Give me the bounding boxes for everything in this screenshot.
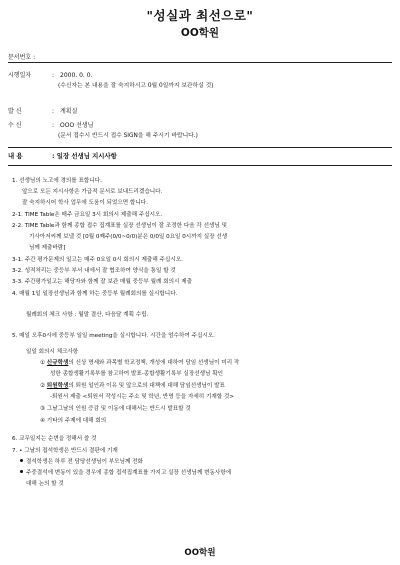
item-4: 4. 매월 1일 일장선생님과 함께 하는 중등부 월례회의를 실시합니다.	[12, 291, 178, 297]
receiver-row: 수 신 : OOO 선생님	[8, 122, 94, 129]
receiver-label: 수 신	[8, 122, 22, 129]
item-6: 6. 교무일지는 순번을 정해서 쓸 것	[12, 436, 97, 442]
item-4-check: 월례회의 체크 사항 : 월말 결산, 다음달 계획 수립.	[26, 312, 149, 318]
item-7-sub-2: 주중결석에 변동이 있을 경우에 종합 접석집계표를 가지고 실장 선생님께 변동사항에	[20, 470, 231, 477]
school-name-header: OO학원	[180, 27, 220, 39]
item-3-1: 3-1. 주간 평가문제의 일고는 매주 0요일 0시 회의시 제출해 주십시오.	[12, 257, 183, 263]
check-item-2-line-2: -퇴원서 제출 <퇴원서 작성시는 주소 및 학년, 반명 등을 자세히 기재할 것>	[50, 394, 235, 400]
item-2-2: 2-2. TIME Table과 함께 종합 접수 집계표를 실장 선생님이 잘 조정한 다음 각 선생님 및	[12, 223, 227, 229]
item-1-line: 1. 선생님의 노고에 경의를 표합니다.	[12, 178, 102, 184]
item-1-line-3: 잘 숙지하시어 학사 업무에 도움이 되었으면 합니다.	[22, 200, 148, 206]
item-5-check-title: 일일 회의시 체크사항	[26, 349, 79, 355]
check-item-1-text: 의 신상 명세와 과목별 학교정책, 개성에 대하여 담임 선생님이 미리 작	[68, 360, 240, 366]
item-2-2-line-3: 님께 제출바람]	[29, 245, 66, 251]
check-number-1: ①	[40, 360, 46, 366]
check-item-3-text: 그날그날의 인원 증감 및 이동에 대해서는 반드시 발표할 것	[46, 406, 191, 412]
item-7-sub-2-line-2: 대해 논의 할 것	[26, 481, 64, 487]
date-value: 2000. 0. 0.	[60, 72, 93, 79]
date-row: 시행일자 : 2000. 0. 0.	[8, 72, 93, 79]
item-2-2-line-2: 기사아저씨께 보낼 것 [0월 0째주(0/0~0/0)분은 0/0일 0요일 0시까지 실장 선생	[29, 234, 228, 240]
receiver-value: OOO 선생님	[60, 122, 94, 129]
bullet-icon	[20, 470, 23, 473]
withdrawn-student-term: 퇴원학생	[46, 383, 69, 389]
check-item-2	[40, 383, 225, 390]
check-number-2: ②	[40, 383, 46, 389]
doc-number-label: 문서번호 :	[8, 54, 36, 61]
subject-label: 내 용	[8, 152, 23, 160]
item-7: 7. • 그날의 접석학생은 반드시 결판에 기재	[12, 448, 118, 454]
subject-row	[8, 152, 117, 160]
sender-label: 발 신	[8, 108, 22, 115]
check-item-4-text: 기타의 주제에 대해 회의	[46, 418, 107, 424]
bullet-icon	[20, 459, 23, 462]
sender-row: 발 신 : 계획실	[8, 108, 78, 115]
subject-value: : 일장 선생님 지시사항	[52, 152, 117, 160]
item-1-line-2: 앞으로 모든 지시사항은 가급적 문서로 보내드리겠습니다.	[22, 189, 163, 195]
check-number-3: ③	[40, 406, 46, 412]
item-5: 5. 매일 오후0시에 중등부 일일 meeting을 실시합니다. 시간을 엄수하여 주십시오.	[12, 333, 215, 339]
date-label: 시행일자	[8, 72, 32, 79]
check-item-1	[40, 360, 239, 367]
motto-title: "성실과 최선으로"	[146, 8, 254, 23]
doc-number-row	[8, 49, 392, 63]
date-note: (수신자는 본 내용을 잘 숙지하시고 0월 0일까지 보관하실 것)	[58, 83, 214, 89]
divider-top	[8, 147, 392, 148]
item-3-2: 3-2. 성적처리는 중등부 부서 내에서 잘 협조하여 양식을 통일 할 것	[12, 268, 176, 274]
receiver-note: (문서 접수시 반드시 접수 SIGN을 해 주시기 바랍니다.)	[58, 133, 198, 139]
new-student-term: 신규학생	[46, 360, 69, 366]
check-item-1-line-2: 성한 종합생활기록부를 참고하여 발표-종합생활기록부 실장선생님 확인	[50, 371, 224, 377]
sender-value: 계획실	[60, 108, 78, 115]
item-3-3: 3-3. 주간평가일고는 해당자와 함께 잘 보관 매월 중등부 월례 회의시 제출	[12, 279, 192, 285]
check-item-3	[40, 406, 191, 413]
item-2-1: 2-1. TIME Table은 매주 금요일 3시 회의시 제출해 주십시오.	[12, 212, 163, 218]
check-number-4: ④	[40, 418, 46, 424]
divider-bottom	[8, 165, 392, 166]
check-item-2-text: 의 퇴원 일인과 이유 및 앞으로의 대책에 대해 담임선생님이 발표	[68, 383, 225, 389]
school-name-footer: OO학원	[184, 548, 216, 558]
check-item-4	[40, 418, 106, 425]
item-7-sub-1: 결석학생은 하루 전 담당선생님이 부모님께 전화	[20, 459, 143, 466]
